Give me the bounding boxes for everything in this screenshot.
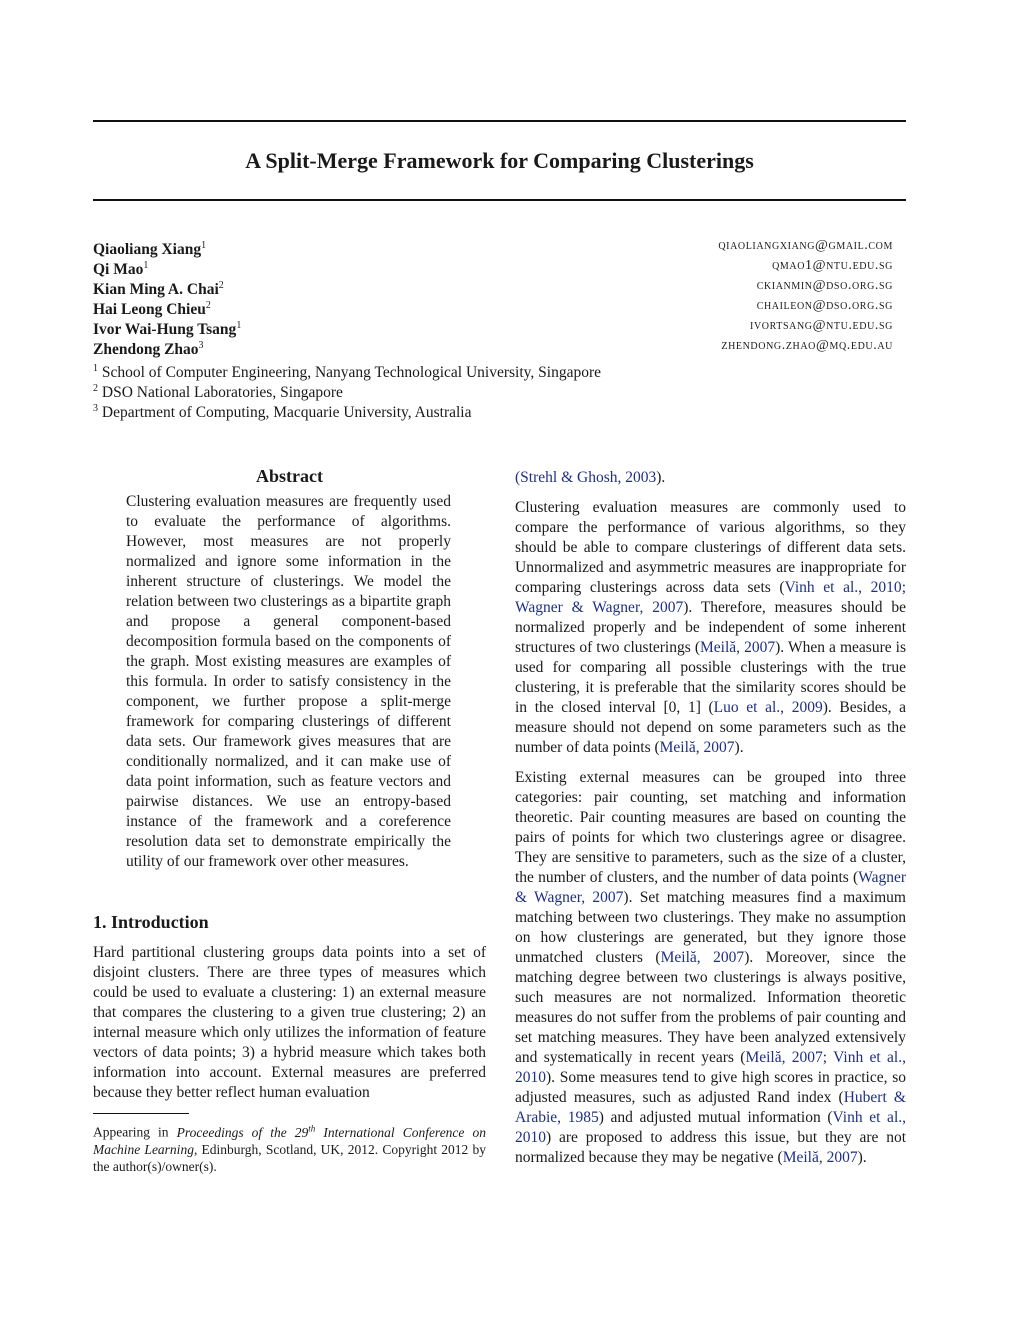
author-list xyxy=(93,236,893,359)
citation-link[interactable]: Vinh et al., 2010 xyxy=(515,1109,906,1146)
author-name: Kian Ming A. Chai$^2$ xyxy=(93,280,224,299)
author-email: zhendong.zhao@mq.edu.au xyxy=(721,338,893,353)
math-interval: [0, 1] xyxy=(663,699,701,716)
author-email: ivortsang@ntu.edu.sg xyxy=(750,318,893,333)
footnote-rule xyxy=(93,1113,189,1114)
left-column xyxy=(93,462,486,1175)
citation-link[interactable]: Wagner & Wagner, 2007 xyxy=(515,869,906,906)
citation-link[interactable]: Strehl & Ghosh, 2003 xyxy=(520,469,657,486)
author-email: ckianmin@dso.org.sg xyxy=(756,278,893,293)
author-name: Ivor Wai-Hung Tsang$^1$ xyxy=(93,320,242,339)
affiliation: $^2$ DSO National Laboratories, Singapore xyxy=(93,383,343,402)
paragraph: Clustering evaluation measures are commonly used to compare the performance of various algorithms, so they should be able to compare clusterings of different data sets. Unnormalized and asymmetric measures are inappropriate for comparing clusterings across data sets (Vinh et al., 2010; Wagner & Wagner, 2007). Therefore, measures should be normalized properly and be independent of some inherent structures of two clusterings (Meilă, 2007). When a measure is used for comparing all possible clusterings with the true clustering, it is preferable that the similarity scores should be in the closed interval [0, 1] (Luo et al., 2009). Besides, a measure should not depend on some parameters such as the number of data points (Meilă, 2007). xyxy=(515,499,907,756)
citation-link[interactable]: Vinh et al., 2010 xyxy=(515,1049,906,1086)
author-name: Qi Mao$^1$ xyxy=(93,260,149,279)
author-email: qmao1@ntu.edu.sg xyxy=(772,258,893,273)
author-row xyxy=(93,316,893,339)
affiliation: $^1$ School of Computer Engineering, Nanyang Technological University, Singapore xyxy=(93,363,601,382)
citation-link[interactable]: Vinh et al., 2010 xyxy=(784,579,902,596)
citation-link[interactable]: Meilă, 2007 xyxy=(700,639,776,656)
paragraph: Existing external measures can be grouped into three categories: pair counting, set matching and information theoretic. Pair counting measures are based on counting the pairs of points for which two clusterings agree or disagree. They are sensitive to parameters, such as the size of a cluster, the number of clusters, and the number of data points (Wagner & Wagner, 2007). Set matching measures find a maximum matching between two clusterings. They make no assumption on how clusterings are generated, but they ignore those unmatched clusters (Meilă, 2007). Moreover, since the matching degree between two clusterings is always positive, such measures are not normalized. Information theoretic measures do not suffer from the problems of pair counting and set matching measures. They have been analyzed extensively and systematically in recent years (Meilă, 2007; Vinh et al., 2010). Some measures tend to give high scores in practice, so adjusted measures, such as adjusted Rand index (Hubert & Arabie, 1985) and adjusted mutual information (Vinh et al., 2010) are proposed to address this issue, but they are not normalized because they may be negative (Meilă, 2007). xyxy=(515,769,907,1166)
section-heading-introduction: 1. Introduction xyxy=(93,912,209,932)
author-email: chaileon@dso.org.sg xyxy=(756,298,893,313)
citation-link[interactable]: Hubert & Arabie, 1985 xyxy=(515,1089,906,1126)
author-email: qiaoliangxiang@gmail.com xyxy=(718,238,893,253)
citation-link[interactable]: Meilă, 2007 xyxy=(659,739,735,756)
abstract-heading: Abstract xyxy=(256,466,323,486)
citation-link[interactable]: Meilă, 2007 xyxy=(660,949,745,966)
intro-paragraph: Hard partitional clustering groups data points into a set of disjoint clusters. There are three types of measures which could be used to evaluate a clustering: 1) an external measure that compares the clustering to a given true clustering; 2) an internal measure which only utilizes the information of feature vectors of data points; 3) a hybrid measure which takes both information into account. External measures are preferred because they better reflect human evaluation xyxy=(93,944,486,1101)
citation-link[interactable]: Wagner & Wagner, 2007 xyxy=(515,599,684,616)
author-row xyxy=(93,336,893,359)
author-row xyxy=(93,256,893,279)
author-row xyxy=(93,276,893,299)
author-name: Zhendong Zhao$^3$ xyxy=(93,340,204,359)
citation-link[interactable]: Luo et al., 2009 xyxy=(713,699,823,716)
citation-link[interactable]: Meilă, 2007 xyxy=(745,1049,823,1066)
abstract-body: Clustering evaluation measures are frequently used to evaluate the performance of algorithms. However, most measures are not properly normalized and ignore some information in the inherent structure of clusterings. We model the relation between two clusterings as a bipartite graph and propose a general component-based decomposition formula based on the components of the graph. Most existing measures are examples of this formula. In order to satisfy consistency in the component, we further propose a split-merge framework for comparing clusterings of different data sets. Our framework gives measures that are conditionally normalized, and it can make use of data point information, such as feature vectors and pairwise distances. We use an entropy-based instance of the framework and a coreference resolution data set to demonstrate empirically the utility of our framework over other measures. xyxy=(126,493,451,870)
footnote: Appearing in Proceedings of the 29th International Conference on Machine Learning, Edinburgh, Scotland, UK, 2012. Copyright 2012 by the author(s)/owner(s). xyxy=(93,1123,486,1174)
paper-title: A Split-Merge Framework for Comparing Clusterings xyxy=(245,148,754,173)
right-column xyxy=(515,468,906,1178)
author-name: Qiaoliang Xiang$^1$ xyxy=(93,240,207,259)
author-row xyxy=(93,296,893,319)
affiliation: $^3$ Department of Computing, Macquarie University, Australia xyxy=(93,403,472,422)
title-rule-bottom xyxy=(93,199,906,201)
title-rule-top xyxy=(93,120,906,122)
author-name: Hai Leong Chieu$^2$ xyxy=(93,300,211,319)
author-row xyxy=(93,236,893,259)
affiliation-list xyxy=(93,359,906,422)
paragraph-continuation: (Strehl & Ghosh, 2003). xyxy=(515,469,666,486)
citation-link[interactable]: Meilă, 2007 xyxy=(782,1149,858,1166)
